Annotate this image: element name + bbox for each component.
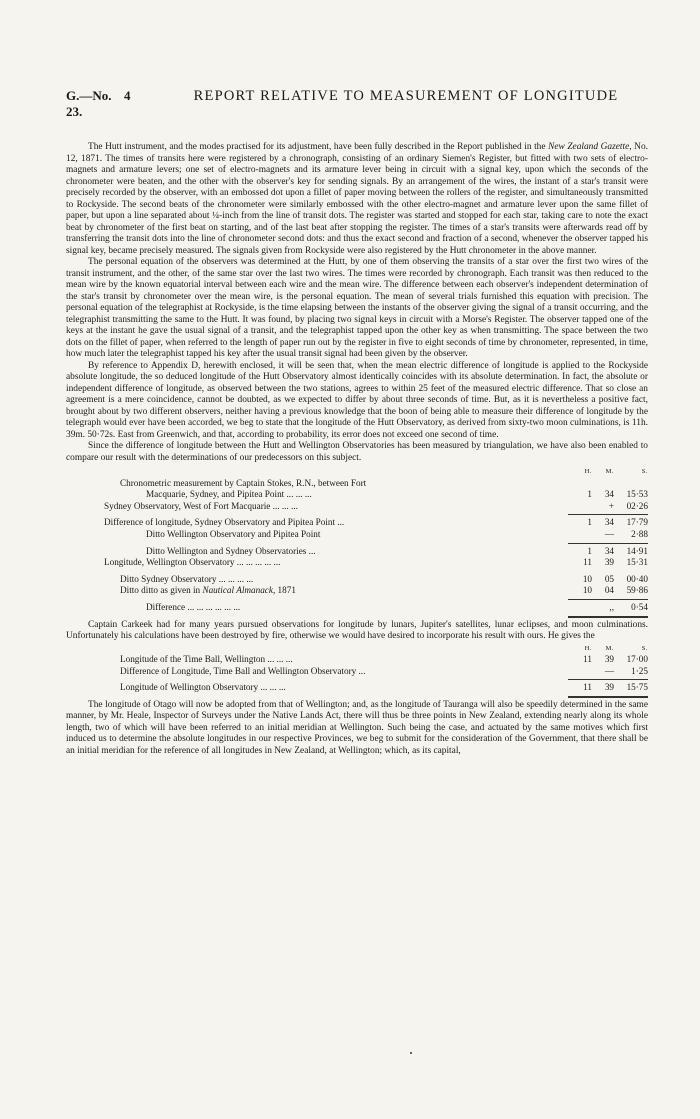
paragraph-appendix-d: By reference to Appendix D, herewith enclosed, it will be seen that, when the mean electric difference of longitude is applied to the Rockyside absolute longitude, the so deduced longitude of the Hutt Observatory almost identically coincides with its absolute determination. In fact, the absolute or independent difference of longitude, as observed between the two stations, agrees to within 25 feet of the measured electric difference. That so close an agreement is a mere coincidence, cannot be doubted, as we expected to differ by about three seconds of time. But, as it is nevertheless a positive fact, brought about by two different observers, neither having a previous knowledge that the boon of being able to measure their difference of longitude by the telegraph would ever have been accorded, we beg to state that the longitude of the Hutt Observatory, as derived from sixty-two moon culminations, is 11h. 39m. 50·72s. East from Greenwich, and that, according to probability, its error does not exceed one second of time.: [66, 360, 648, 440]
row-label: Macquarie, Sydney, and Pipitea Point ... ... ...: [146, 489, 312, 500]
value-seconds: 59·86: [626, 585, 648, 596]
row-label: Longitude of Wellington Observatory ... ... ...: [120, 682, 286, 693]
unit-seconds: S.: [641, 468, 648, 475]
paragraph-initial-meridian: The longitude of Otago will now be adopted from that of Wellington; and, as the longitude of Tauranga will also be speedily determined in the same manner, by Mr. Heale, Inspector of Surveys under the Native Lands Act, there will thus be three points in New Zealand, extending nearly along its whole length, two of which will have been referred to an initial meridian at Wellington. Such being the case, and actuated by the same motives which first induced us to determine the absolute longitudes in our respective Provinces, we beg to submit for the consideration of the Government, that there shall be an initial meridian for the reference of all longitudes in New Zealand, at Wellington; which, as its capital,: [66, 699, 648, 756]
value-minutes: —: [604, 528, 614, 539]
unit-minutes: M.: [605, 644, 614, 652]
time-ball-table: [66, 643, 648, 698]
row-label: Difference ... ... ... ... ... ...: [146, 601, 241, 612]
units-header: [104, 466, 648, 478]
value-minutes: 39: [604, 557, 614, 568]
row-label: Difference of longitude, Sydney Observatory and Pipitea Point ...: [104, 517, 345, 528]
paragraph-text: , No. 12, 1871. The times of transits here were registered by a chronograph, consisting of an ordinary Siemen's Register, but fitted with two sets of electro-magnets and armature levers; one set of electro-magnets and its armature lever being in circuit with a signal key, upon which the seconds of the chronometer were beaten, and the other with the observer's key for sending signals. By an arrangement of the wires, the instant of a star's transit were precisely recorded by the observer, with an embossed dot upon a fillet of paper moving between the rollers of the register, and simultaneously transmitted to Rockyside. The second beats of the chronometer were similarly embossed with the other electro-magnet and armature lever upon the same fillet of paper, but upon a line separated about ¼-inch from the line of transit dots. The register was started and stopped for each star, taking care to note the exact beat by chronometer of the first beat on starting, and of the last beat after stopping the register. The times of a star's transits were afterwards read off by transferring the transit dots into the line of chronometer second dots: and thus the exact second and fraction of a second, whenever the observer tapped his signal key, became precisely measured. The signals given from Rockyside were also registered by the Hutt chronometer in the above manner.: [66, 142, 648, 256]
units-header: [104, 643, 648, 655]
value-minutes: 39: [604, 682, 614, 693]
table-row: [104, 666, 648, 678]
value-minutes: 05: [604, 573, 614, 584]
value-hours: 1: [587, 489, 592, 500]
row-label: Ditto Wellington Observatory and Pipitea Point: [146, 528, 321, 539]
paragraph-triangulation: Since the difference of longitude between the Hutt and Wellington Observatories has been measured by triangulation, we have also been enabled to compare our result with the determinations of our predecessors on this subject.: [66, 441, 648, 463]
value-hours: 10: [582, 573, 592, 584]
unit-hours: H.: [584, 644, 592, 652]
table-row: [104, 529, 648, 541]
value-hours: 1: [587, 545, 592, 556]
value-seconds: 15·53: [626, 489, 648, 500]
almanack-title: Nautical Almanack: [202, 585, 273, 596]
paper-speck: [410, 1052, 412, 1054]
unit-hours: H.: [584, 468, 592, 475]
value-minutes: 34: [604, 489, 614, 500]
page-number: 4: [124, 88, 131, 103]
document-reference: G.—No. 23.: [66, 88, 112, 119]
paragraph-hutt-instrument: [66, 142, 648, 257]
table-row: [104, 546, 648, 558]
unit-seconds: S.: [641, 644, 648, 652]
value-hours: 10: [582, 585, 592, 596]
value-seconds: 0·54: [631, 601, 648, 612]
value-seconds: 00·40: [626, 573, 648, 584]
paragraph-personal-equation: The personal equation of the observers was determined at the Hutt, by one of them observing the transits of a star over the first two wires of the transit instrument, and the other, of the same star over the last two wires. The times were recorded by chronograph. Each transit was then reduced to the mean wire by the known equatorial interval between each wire and the mean wire. The difference between each observer's independent determination of the star's transit by chronometer over the mean wire, is the personal equation. The mean of several trials furnished this equation with precision. The personal equation of the telegraphist at Rockyside, is the time elapsing between the instants of the observer giving the signal of a transit occurring, and the telegraphist transmitting the same to the Hutt. It was found, by placing two signal keys in circuit with a Morse's Register. The observer tapped one of the keys at the instant he gave the usual signal of a transit, and the telegraphist tapped upon the other key as when transmitting. The space between the two dots on the fillet of paper, when referred to the length of paper run out by the register in five to eight seconds of time by chronometer, represented, in time, how much later the telegraphist tapped his key after the usual transit signal had been given by the observer.: [66, 257, 648, 359]
page-title: REPORT RELATIVE TO MEASUREMENT OF LONGITUDE: [193, 88, 619, 104]
row-label-text: , 1871: [272, 585, 296, 596]
table-row: [104, 557, 648, 569]
table-row: [104, 501, 648, 513]
value-seconds: 15·75: [626, 682, 648, 693]
row-label: Longitude, Wellington Observatory ... ... ... ... ...: [104, 557, 281, 568]
value-minutes: ,,: [609, 601, 614, 612]
table-row: [104, 654, 648, 666]
value-minutes: 39: [604, 654, 614, 665]
total-rule: [568, 696, 648, 698]
table-row: [104, 478, 648, 490]
value-hours: 1: [587, 517, 592, 528]
sum-rule: [568, 679, 648, 680]
row-label-text: Ditto ditto as given in: [120, 585, 203, 596]
row-label: Longitude of the Time Ball, Wellington ... ... ...: [120, 654, 293, 665]
table-row: [104, 574, 648, 586]
sum-rule: [568, 599, 648, 600]
sum-rule: [568, 514, 648, 515]
paragraph-carkeek: Captain Carkeek had for many years pursued observations for longitude by lunars, Jupiter's satellites, lunar eclipses, and moon culminations. Unfortunately his calculations have been destroyed by fire, otherwise we would have desired to incorporate his result with ours. He gives the: [66, 619, 648, 642]
sum-rule: [568, 543, 648, 544]
row-label: Difference of Longitude, Time Ball and Wellington Observatory ...: [120, 665, 366, 676]
page-header: [66, 88, 648, 120]
value-seconds: 2·88: [631, 528, 648, 539]
row-label: [120, 585, 570, 597]
table-row: [104, 517, 648, 529]
unit-minutes: M.: [605, 468, 614, 475]
table-row: [104, 602, 648, 614]
gazette-title: New Zealand Gazette: [548, 142, 630, 152]
paragraph-text: The Hutt instrument, and the modes practised for its adjustment, have been fully described in the Report published in the: [88, 142, 549, 152]
table-row: [104, 682, 648, 694]
value-hours: 11: [583, 557, 592, 568]
value-seconds: 1·25: [631, 665, 648, 676]
longitude-comparison-table: [66, 466, 648, 618]
table-row: [104, 585, 648, 597]
row-label: Ditto Sydney Observatory ... ... ... ...: [120, 573, 254, 584]
value-hours: 11: [583, 654, 592, 665]
row-label: Ditto Wellington and Sydney Observatories ...: [146, 545, 316, 556]
value-minutes: +: [608, 500, 614, 511]
value-seconds: 15·31: [626, 557, 648, 568]
value-seconds: 17·79: [626, 517, 648, 528]
value-seconds: 02·26: [626, 500, 648, 511]
value-hours: 11: [583, 682, 592, 693]
value-seconds: 17·00: [626, 654, 648, 665]
total-rule: [568, 616, 648, 618]
value-minutes: 04: [604, 585, 614, 596]
row-label: Sydney Observatory, West of Fort Macquarie ... ... ...: [104, 500, 298, 511]
value-minutes: 34: [604, 517, 614, 528]
value-minutes: 34: [604, 545, 614, 556]
value-seconds: 14·91: [626, 545, 648, 556]
row-label: Chronometric measurement by Captain Stokes, R.N., between Fort: [120, 477, 367, 488]
table-row: [104, 489, 648, 501]
value-minutes: —: [604, 665, 614, 676]
